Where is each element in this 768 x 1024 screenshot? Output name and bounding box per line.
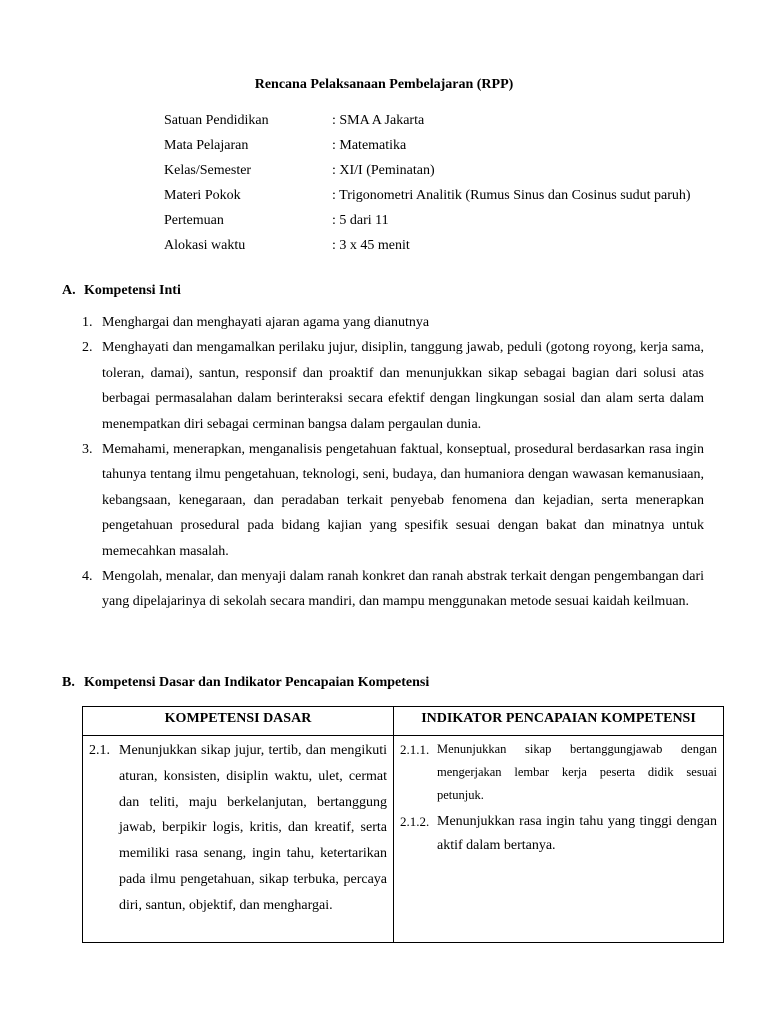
- kd-item: [89, 738, 387, 919]
- document-title: Rencana Pelaksanaan Pembelajaran (RPP): [254, 77, 514, 92]
- meta-value: : Trigonometri Analitik (Rumus Sinus dan Cosinus sudut paruh): [332, 188, 691, 203]
- indicator-number: 2.1.1.: [400, 742, 430, 757]
- section-title: Kompetensi Inti: [84, 283, 181, 298]
- table-row: [83, 736, 724, 943]
- meta-label: Kelas/Semester: [164, 163, 252, 178]
- column-header-indikator: INDIKATOR PENCAPAIAN KOMPETENSI: [394, 707, 724, 736]
- table-header-row: [83, 707, 724, 736]
- list-item: [82, 564, 704, 615]
- kompetensi-table: [82, 706, 724, 943]
- list-number: 4.: [82, 569, 93, 585]
- section-letter: B.: [62, 675, 75, 690]
- indikator-cell: [394, 736, 724, 943]
- kompetensi-dasar-cell: [83, 736, 394, 943]
- meta-value: : Matematika: [332, 138, 407, 153]
- list-text: Menghayati dan mengamalkan perilaku jujur, disiplin, tanggung jawab, peduli (gotong royong, kerja sama, toleran, damai), santun, responsif dan proaktif dan menunjukkan sikap sebagai bagian dari solusi atas berbagai permasalahan dalam berinteraksi secara efektif dengan lingkungan sosial dan alam serta dalam menempatkan diri sebagai cerminan bangsa dalam pergaulan dunia.: [102, 340, 704, 432]
- list-text: Memahami, menerapkan, menganalisis pengetahuan faktual, konseptual, prosedural berdasarkan rasa ingin tahunya tentang ilmu pengetahuan, teknologi, seni, budaya, dan humaniora dengan wawasan kemanusiaan, kebangsaan, kenegaraan, dan peradaban terkait penyebab fenomena dan kejadian, serta menerapkan pengetahuan prosedural pada bidang kajian yang spesifik sesuai dengan bakat dan minatnya untuk memecahkan masalah.: [102, 442, 704, 559]
- meta-value: : XI/I (Peminatan): [332, 163, 435, 178]
- column-header-kompetensi-dasar: KOMPETENSI DASAR: [83, 707, 394, 736]
- meta-label: Mata Pelajaran: [164, 138, 249, 153]
- list-text: Menghargai dan menghayati ajaran agama yang dianutnya: [102, 315, 430, 330]
- indicator-text: Menunjukkan sikap bertanggungjawab dengan mengerjakan lembar kerja peserta didik sesuai petunjuk.: [437, 742, 717, 802]
- kd-number: 2.1.: [89, 743, 110, 758]
- meta-label: Materi Pokok: [164, 188, 241, 203]
- list-item: [82, 437, 704, 564]
- meta-label: Pertemuan: [164, 213, 224, 228]
- section-title: Kompetensi Dasar dan Indikator Pencapaian Kompetensi: [84, 675, 430, 690]
- kd-text: Menunjukkan sikap jujur, tertib, dan mengikuti aturan, konsisten, disiplin waktu, ulet, cermat dan teliti, maju berkelanjutan, bertanggung jawab, berpikir logis, kritis, dan kreatif, serta memiliki rasa senang, ingin tahu, ketertarikan pada ilmu pengetahuan, sikap terbuka, percaya diri, santun, objektif, dan menghargai.: [119, 743, 387, 913]
- list-number: 1.: [82, 315, 93, 330]
- meta-label: Alokasi waktu: [164, 238, 246, 253]
- list-number: 2.: [82, 340, 93, 356]
- section-heading-kompetensi-dasar: [62, 675, 429, 691]
- indicator-item: [400, 738, 717, 807]
- meta-label: Satuan Pendidikan: [164, 113, 269, 128]
- section-heading-kompetensi-inti: [62, 283, 181, 299]
- list-item: [82, 335, 704, 437]
- indicator-number: 2.1.2.: [400, 814, 430, 829]
- meta-value: : SMA A Jakarta: [332, 113, 425, 128]
- list-text: Mengolah, menalar, dan menyaji dalam ranah konkret dan ranah abstrak terkait dengan pengembangan dari yang dipelajarinya di sekolah secara mandiri, dan mampu menggunakan metode sesuai kaidah keilmuan.: [102, 569, 704, 610]
- list-item: [82, 310, 704, 335]
- indicator-text: Menunjukkan rasa ingin tahu yang tinggi dengan aktif dalam bertanya.: [437, 814, 717, 853]
- meta-value: : 3 x 45 menit: [332, 238, 410, 253]
- section-letter: A.: [62, 283, 76, 298]
- list-number: 3.: [82, 442, 93, 458]
- meta-value: : 5 dari 11: [332, 213, 389, 228]
- indicator-item: [400, 810, 717, 858]
- kompetensi-inti-list: [82, 310, 704, 615]
